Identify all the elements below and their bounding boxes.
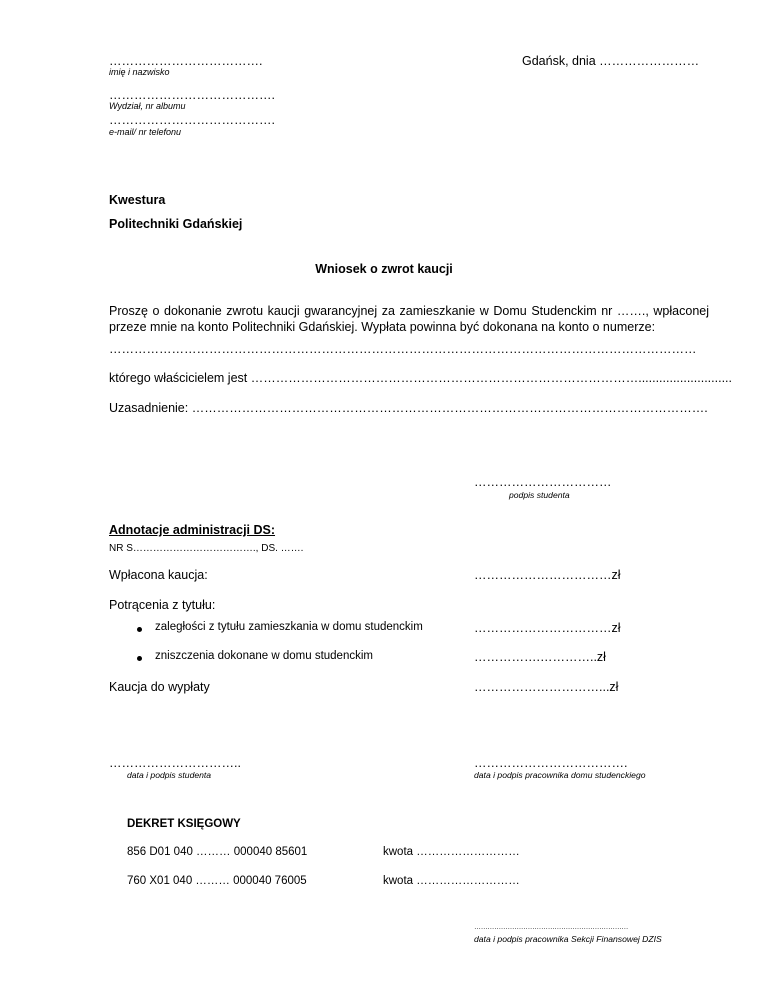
- staff-date-signature-dots: ……………………………….: [474, 756, 628, 770]
- justification-line: Uzasadnienie: …………………………………………………………………………………………………………….: [109, 401, 708, 415]
- deduction-label: zniszczenia dokonane w domu studenckim: [155, 650, 373, 662]
- dekret-amount: kwota ………………………: [383, 875, 520, 887]
- request-paragraph: Proszę o dokonanie zwrotu kaucji gwarancyjnej za zamieszkanie w Domu Studenckim nr ……., wpłaconej przeze mnie na konto Politechniki Gdańskiej. Wypłata powinna być dokonana na konto o numerze:: [109, 304, 709, 334]
- dekret-account: 856 D01 040 ……… 000040 85601: [127, 846, 308, 858]
- deposit-label: Wpłacona kaucja:: [109, 568, 208, 582]
- addressee-line2: Politechniki Gdańskiej: [109, 217, 243, 231]
- contact-label: e-mail/ nr telefonu: [109, 127, 182, 137]
- faculty-dots: ………………………………….: [109, 88, 275, 102]
- faculty-label: Wydział, nr albumu: [109, 101, 186, 111]
- name-dots: ……………………………….: [109, 54, 263, 68]
- finance-signature-dots: ……………………………………………………………: [474, 924, 629, 931]
- student-signature-dots: ……………………………: [474, 475, 612, 489]
- payout-label: Kaucja do wypłaty: [109, 680, 210, 694]
- staff-date-signature-label: data i podpis pracownika domu studenckiego: [474, 770, 646, 780]
- dekret-heading: DEKRET KSIĘGOWY: [127, 818, 241, 830]
- deduction-label: zaległości z tytułu zamieszkania w domu studenckim: [155, 621, 423, 633]
- admin-reference: NR S………………………………., DS. …….: [109, 543, 304, 554]
- student-date-signature-label: data i podpis studenta: [127, 770, 212, 780]
- account-number-dots: ……………………………………………………………………………………………………………………………: [109, 342, 697, 356]
- finance-signature-label: data i podpis pracownika Sekcji Finansowej DZIS: [474, 934, 662, 944]
- document-title: Wniosek o zwrot kaucji: [315, 262, 453, 276]
- admin-heading: Adnotacje administracji DS:: [109, 523, 276, 537]
- deposit-value: ……………………………zł: [474, 568, 621, 582]
- deductions-label: Potrącenia z tytułu:: [109, 598, 216, 612]
- place-date: Gdańsk, dnia ……………………: [522, 54, 700, 68]
- student-signature-label: podpis studenta: [509, 490, 570, 500]
- account-owner-line: którego właścicielem jest …………………………………………………………………………………...........................: [109, 371, 732, 385]
- dekret-amount: kwota ………………………: [383, 846, 520, 858]
- contact-dots: ………………………………….: [109, 113, 275, 127]
- bullet-icon: [137, 627, 142, 632]
- payout-value: …………………………...zł: [474, 680, 619, 694]
- name-label: imię i nazwisko: [109, 67, 170, 77]
- student-date-signature-dots: …………………………..: [109, 756, 241, 770]
- addressee-line1: Kwestura: [109, 193, 166, 207]
- bullet-icon: [137, 656, 142, 661]
- dekret-account: 760 X01 040 ……… 000040 76005: [127, 875, 307, 887]
- deduction-value: …………….…………..zł: [474, 650, 606, 664]
- deduction-value: ……………………………zł: [474, 621, 621, 635]
